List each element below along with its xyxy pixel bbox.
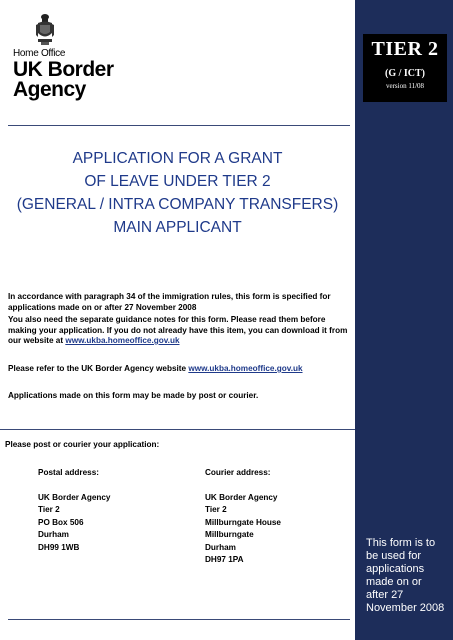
- address-line: Durham: [205, 542, 236, 552]
- address-line: DH99 1WB: [38, 542, 80, 552]
- applications-note: Applications made on this form may be made by post or courier.: [8, 391, 259, 400]
- address-line: Millburngate: [205, 530, 254, 539]
- bottom-divider: [8, 619, 350, 620]
- refer-text: Please refer to the UK Border Agency website: [8, 364, 189, 373]
- royal-crest-icon: [34, 13, 56, 47]
- address-line: UK Border Agency: [38, 492, 111, 502]
- title-line: OF LEAVE UNDER TIER 2: [84, 173, 271, 190]
- tier-badge: [363, 34, 447, 102]
- top-divider: [8, 125, 350, 126]
- ukba-website-link[interactable]: www.ukba.homeoffice.gov.uk: [188, 364, 303, 373]
- address-line: DH97 1PA: [205, 555, 244, 564]
- intro-text: [8, 292, 350, 349]
- section-divider: [0, 429, 355, 430]
- courier-address-heading: Courier address:: [205, 468, 271, 477]
- post-heading: Please post or courier your application:: [5, 440, 160, 449]
- sidebar-note: This form is to be used for applications made on or after 27 November 2008: [366, 537, 445, 614]
- guidance-paragraph: [8, 315, 350, 347]
- address-line: Durham: [38, 530, 69, 539]
- form-version: version 11/08: [385, 82, 425, 90]
- address-line: Tier 2: [205, 505, 227, 514]
- refer-paragraph: [8, 364, 353, 373]
- address-line: PO Box 506: [38, 517, 84, 527]
- tier-subtitle: (G / ICT): [385, 68, 425, 79]
- address-line: Tier 2: [38, 505, 60, 514]
- intro-paragraph: In accordance with paragraph 34 of the immigration rules, this form is specified for applications made on or after 27 November 2008: [8, 292, 331, 312]
- guidance-text: You also need the separate guidance notes for this form. Please read them before making your application. If you do not already have this item, you can download it from our website at: [8, 315, 348, 345]
- department-name: Home Office: [13, 48, 66, 59]
- address-line: Millburngate House: [205, 517, 281, 527]
- address-line: UK Border Agency: [205, 492, 278, 502]
- title-line: (GENERAL / INTRA COMPANY TRANSFERS): [16, 196, 339, 213]
- postal-address-heading: Postal address:: [38, 468, 99, 477]
- title-line: MAIN APPLICANT: [113, 219, 242, 236]
- agency-name: UK Border Agency: [13, 58, 114, 101]
- tier-title: TIER 2: [371, 38, 439, 60]
- title-line: APPLICATION FOR A GRANT: [72, 150, 283, 167]
- form-title: [0, 147, 355, 239]
- ukba-website-link[interactable]: www.ukba.homeoffice.gov.uk: [65, 336, 180, 345]
- courier-address: [205, 467, 281, 567]
- postal-address: [38, 467, 111, 554]
